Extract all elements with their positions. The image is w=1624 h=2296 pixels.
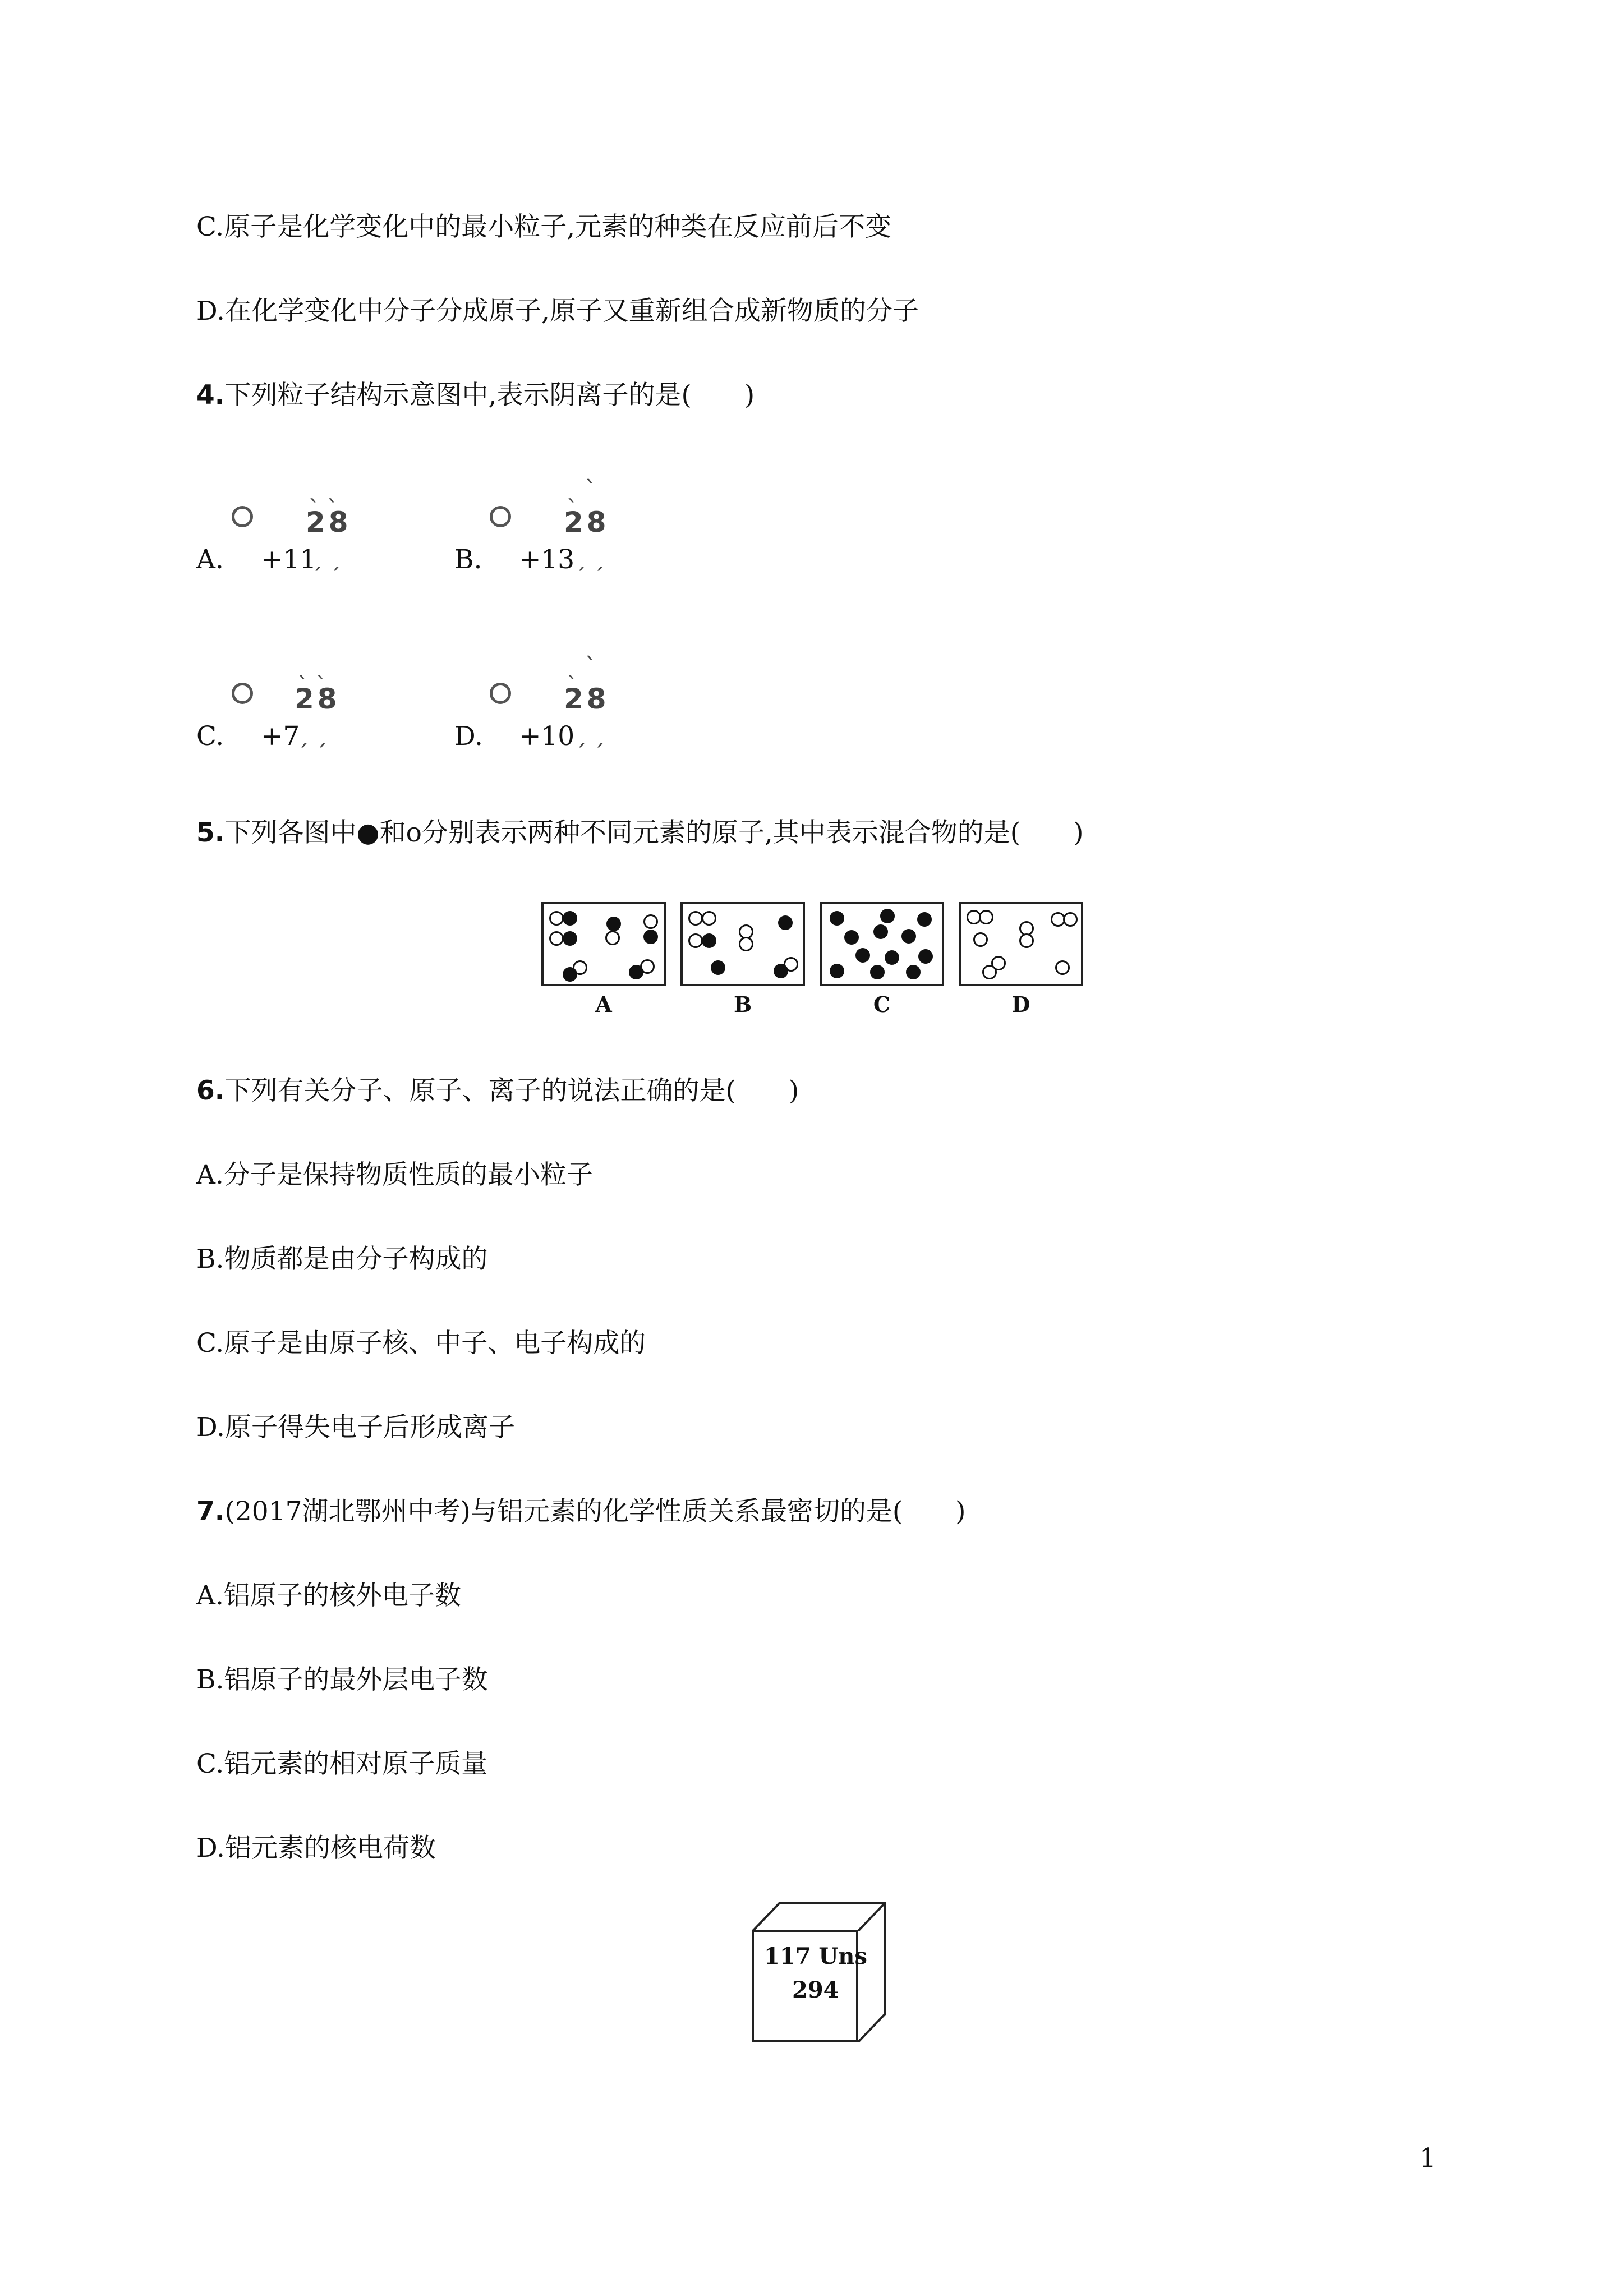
page-number: 1 xyxy=(1419,2143,1436,2174)
white-atom xyxy=(979,910,993,924)
atom-label: B. xyxy=(454,544,482,575)
q6-option-a: A.分子是保持物质性质的最小粒子 xyxy=(196,1159,593,1190)
black-atom xyxy=(563,931,577,946)
black-atom xyxy=(629,965,643,979)
black-atom xyxy=(830,911,844,926)
white-atom xyxy=(605,931,620,945)
shell-arc-icon: ˏ ˏ xyxy=(575,545,605,571)
white-atom xyxy=(549,911,564,926)
black-atom xyxy=(918,949,933,964)
nuclear-charge: +11 xyxy=(261,544,317,575)
shell-arc-icon: ˎ ˋ xyxy=(567,477,596,503)
black-atom xyxy=(885,950,899,965)
q4-stem xyxy=(196,379,755,412)
white-atom xyxy=(1055,960,1070,975)
box-label-a: A xyxy=(595,992,612,1017)
white-atom xyxy=(1019,933,1034,948)
white-atom xyxy=(549,931,564,946)
atom-label: A. xyxy=(196,544,224,575)
q5-stem xyxy=(196,816,1083,850)
electron-shells: 28 xyxy=(564,506,610,539)
black-atom xyxy=(844,930,859,945)
atom-label: C. xyxy=(196,721,224,752)
electron-shells: 28 xyxy=(306,506,352,539)
atom-diagram-a xyxy=(196,477,432,595)
black-atom xyxy=(702,933,716,948)
black-atom xyxy=(643,930,658,944)
shell-arc-icon: ˏ ˏ xyxy=(575,722,605,748)
black-atom xyxy=(901,929,916,944)
white-atom xyxy=(688,933,703,948)
shell-arc-icon: ˏ ˏ xyxy=(311,545,341,571)
particle-box-b xyxy=(680,902,805,986)
black-atom xyxy=(563,967,577,982)
shell-arc-icon: ˎ ˎ xyxy=(297,654,327,679)
shell-arc-icon: ˎ ˋ xyxy=(567,654,596,679)
q5-text: 下列各图中●和o分别表示两种不同元素的原子,其中表示混合物的是( ) xyxy=(224,817,1084,848)
black-atom xyxy=(870,965,885,979)
shell-arc-icon: ˎ ˎ xyxy=(309,477,338,503)
black-atom xyxy=(880,909,895,923)
element-card-cube xyxy=(752,1902,886,2047)
atom-diagram-d xyxy=(454,654,690,771)
box-label-d: D xyxy=(1011,992,1030,1017)
white-atom xyxy=(982,965,997,979)
particle-box-d xyxy=(959,902,1083,986)
q4-text: 下列粒子结构示意图中,表示阴离子的是( ) xyxy=(224,380,755,411)
black-atom xyxy=(774,964,788,978)
white-atom xyxy=(1063,912,1078,927)
black-atom xyxy=(778,915,793,930)
nucleus-circle xyxy=(490,683,511,704)
particle-box-c xyxy=(820,902,944,986)
black-atom xyxy=(606,917,621,931)
q7-option-b: B.铝原子的最外层电子数 xyxy=(196,1664,488,1695)
q6-text: 下列有关分子、原子、离子的说法正确的是( ) xyxy=(224,1075,799,1106)
q6-number: 6. xyxy=(196,1075,225,1106)
black-atom xyxy=(855,948,870,963)
black-atom xyxy=(563,911,577,926)
white-atom xyxy=(643,914,658,929)
white-atom xyxy=(702,911,716,926)
q3-option-c: C.原子是化学变化中的最小粒子,元素的种类在反应前后不变 xyxy=(196,211,892,242)
black-atom xyxy=(830,964,844,978)
nucleus-circle xyxy=(232,683,253,704)
nuclear-charge: +7 xyxy=(261,721,300,752)
atom-label: D. xyxy=(454,721,483,752)
white-atom xyxy=(973,932,988,947)
q6-stem xyxy=(196,1074,799,1108)
q7-option-d: D.铝元素的核电荷数 xyxy=(196,1833,436,1864)
black-atom xyxy=(917,912,932,927)
black-atom xyxy=(711,960,725,975)
nuclear-charge: +10 xyxy=(519,721,575,752)
particle-box-a xyxy=(541,902,666,986)
nuclear-charge: +13 xyxy=(519,544,575,575)
q4-number: 4. xyxy=(196,380,225,411)
box-label-b: B xyxy=(733,992,752,1017)
q7-option-c: C.铝元素的相对原子质量 xyxy=(196,1749,488,1779)
q7-text: (2017湖北鄂州中考)与铝元素的化学性质关系最密切的是( ) xyxy=(224,1496,966,1527)
q6-option-d: D.原子得失电子后形成离子 xyxy=(196,1412,515,1443)
white-atom xyxy=(739,937,753,951)
element-card-face xyxy=(752,1930,867,2042)
shell-arc-icon: ˏ ˏ xyxy=(297,722,327,748)
nucleus-circle xyxy=(232,506,253,527)
q5-number: 5. xyxy=(196,817,225,848)
electron-shells: 28 xyxy=(295,683,341,715)
nucleus-circle xyxy=(490,506,511,527)
q7-option-a: A.铝原子的核外电子数 xyxy=(196,1580,461,1611)
q7-number: 7. xyxy=(196,1496,225,1527)
atom-diagram-b xyxy=(454,477,690,595)
element-mass: 294 xyxy=(792,1977,839,2003)
black-atom xyxy=(873,924,888,939)
black-atom xyxy=(906,965,921,979)
box-label-c: C xyxy=(873,992,891,1017)
q7-stem xyxy=(196,1495,966,1529)
element-number-symbol: 117 Uns xyxy=(764,1943,867,1970)
white-atom xyxy=(688,911,703,926)
q6-option-b: B.物质都是由分子构成的 xyxy=(196,1244,488,1274)
atom-diagram-c xyxy=(196,654,432,771)
q6-option-c: C.原子是由原子核、中子、电子构成的 xyxy=(196,1328,646,1359)
electron-shells: 28 xyxy=(564,683,610,715)
q3-option-d: D.在化学变化中分子分成原子,原子又重新组合成新物质的分子 xyxy=(196,296,919,326)
